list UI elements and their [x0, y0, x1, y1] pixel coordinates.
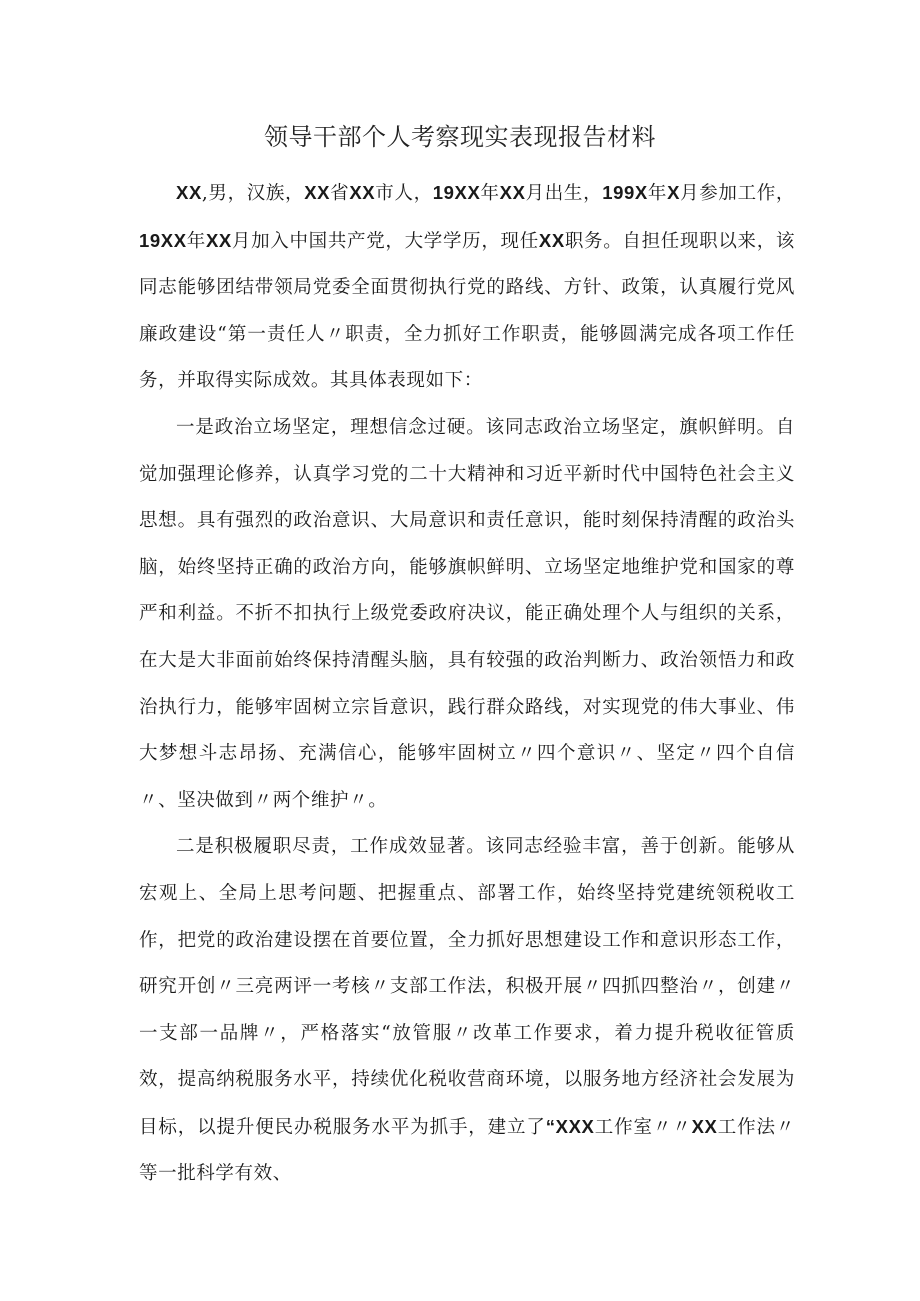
paragraph-intro [139, 170, 795, 405]
text-segment: 月出生， [525, 183, 603, 204]
text-segment: 年 [186, 230, 206, 252]
text-segment: 年 [480, 183, 500, 204]
text-segment: X [667, 182, 681, 203]
text-segment: 职务。自担任现职以来，该同志能够团结带领局党委全面贯彻执行党的路线、方针、政策，认真履行党风廉政建设“第一责任人〃职责，全力抓好工作职责，能够圆满完成各项工作任务，并取得实际成效。其具体表现如下： [139, 230, 795, 392]
text-segment: XX [691, 1115, 718, 1137]
text-segment: XX [304, 182, 331, 203]
text-segment: 一是政治立场坚定，理想信念过硬。该同志政治立场坚定，旗帜鲜明。自觉加强理论修养，认真学习党的二十大精神和习近平新时代中国特色社会主义思想。具有强烈的政治意识、大局意识和责任意识，能时刻保持清醒的政治头脑，始终坚持正确的政治方向，能够旗帜鲜明、立场坚定地维护党和国家的尊严和利益。不折不扣执行上级党委政府决议，能正确处理个人与组织的关系，在大是大非面前始终保持清醒头脑，具有较强的政治判断力、政治领悟力和政治执行力，能够牢固树立宗旨意识，践行群众路线，对实现党的伟大事业、伟大梦想斗志昂扬、充满信心，能够牢固树立〃四个意识〃、坚定〃四个自信〃、坚决做到〃两个维护〃。 [139, 416, 795, 811]
text-segment: XX [538, 229, 565, 251]
text-segment: XX [349, 182, 376, 203]
text-segment: 工作法〃等一批科学有效、 [139, 1116, 795, 1185]
text-segment: 19XX [139, 229, 187, 251]
text-segment: 199X [602, 182, 648, 203]
text-segment: XX [205, 229, 232, 251]
text-segment: 19XX [432, 182, 481, 203]
text-segment: 年 [647, 183, 668, 204]
text-segment: 省 [330, 183, 350, 204]
text-segment: “XXX [545, 1115, 595, 1137]
text-segment: 月加入中国共产党，大学学历，现任 [231, 230, 539, 252]
text-segment: 月参加工作， [680, 183, 795, 204]
paragraph-performance [139, 824, 795, 1198]
document-body [139, 170, 795, 1198]
paragraph-political-stance [139, 405, 795, 824]
text-segment: 工作室〃〃 [594, 1116, 692, 1138]
document-title: 领导干部个人考察现实表现报告材料 [264, 123, 656, 151]
text-segment: XX [499, 182, 526, 203]
text-segment: ,男，汉族， [201, 183, 305, 204]
text-segment: 市人， [375, 183, 433, 204]
text-segment: 二是积极履职尽责，工作成效显著。该同志经验丰富，善于创新。能够从宏观上、全局上思考问题、把握重点、部署工作，始终坚持党建统领税收工作，把党的政治建设摆在首要位置，全力抓好思想建设工作和意识形态工作，研究开创〃三亮两评一考核〃支部工作法，积极开展〃四抓四整治〃，创建〃一支部一品牌〃，严格落实“放管服〃改革工作要求，着力提升税收征管质效，提高纳税服务水平，持续优化税收营商环境，以服务地方经济社会发展为目标，以提升便民办税服务水平为抓手，建立了 [139, 836, 795, 1138]
text-segment: XX [176, 182, 202, 203]
